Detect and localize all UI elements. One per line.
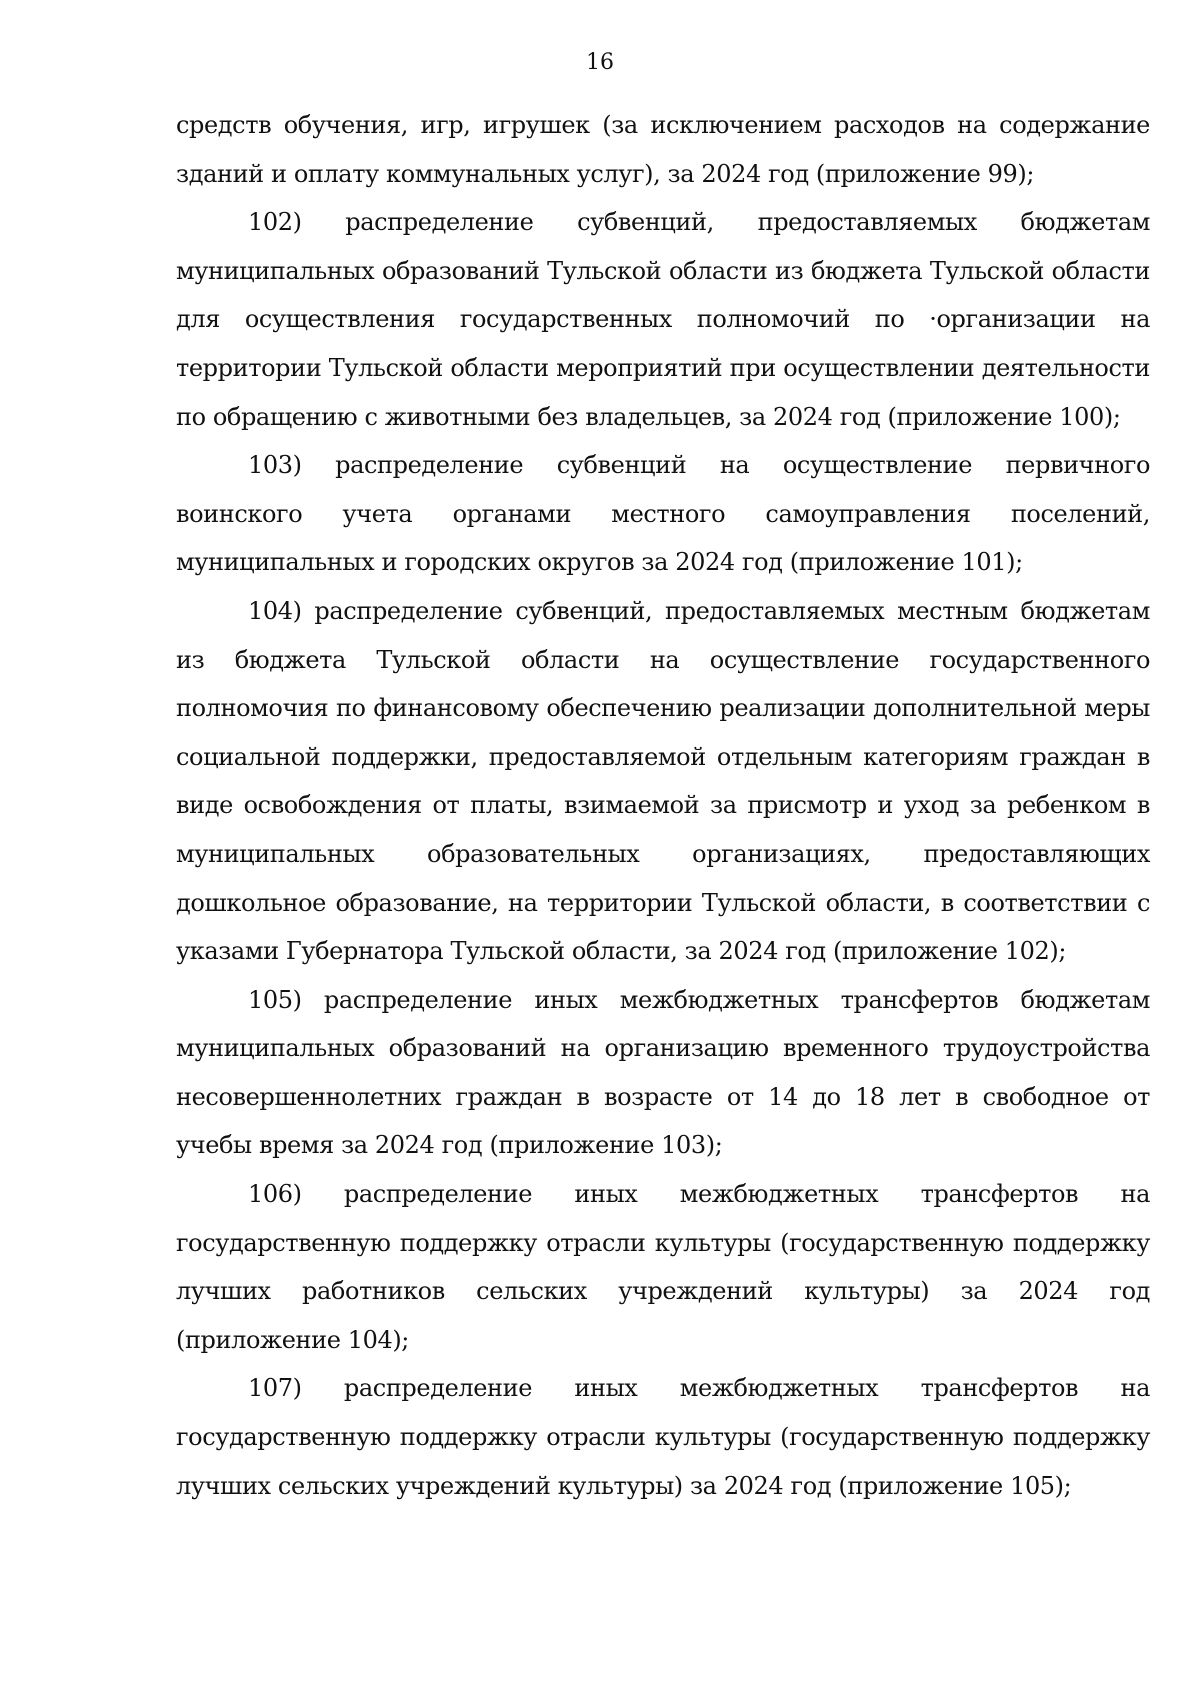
paragraph-item-105: 105) распределение иных межбюджетных трансфертов бюджетам муниципальных образований на организацию временного трудоустройства несовершеннолетних граждан в возрасте от 14 до 18 лет в свободное от учебы время за 2024 год (приложение 103); xyxy=(176,985,1150,1160)
paragraph-item-104: 104) распределение субвенций, предоставляемых местным бюджетам из бюджета Тульской области на осуществление государственного полномочия по финансовому обеспечению реализации дополнительной меры социальной поддержки, предоставляемой отдельным категориям граждан в виде освобождения от платы, взимаемой за присмотр и уход за ребенком в муниципальных образовательных организациях, предоставляющих дошкольное образование, на территории Тульской области, в соответствии с указами Губернатора Тульской области, за 2024 год (приложение 102); xyxy=(176,596,1150,966)
paragraph-item-102: 102) распределение субвенций, предоставляемых бюджетам муниципальных образований Тульской области из бюджета Тульской области для осуществления государственных полномочий по ·организации на территории Тульской области мероприятий при осуществлении деятельности по обращению с животными без владельцев, за 2024 год (приложение 100); xyxy=(176,208,1150,431)
paragraph-continuation: средств обучения, игр, игрушек (за исключением расходов на содержание зданий и оплату коммунальных услуг), за 2024 год (приложение 99); xyxy=(176,111,1150,188)
paragraph-item-106: 106) распределение иных межбюджетных трансфертов на государственную поддержку отрасли культуры (государственную поддержку лучших работников сельских учреждений культуры) за 2024 год (приложение 104); xyxy=(176,1180,1150,1354)
paragraph-item-107: 107) распределение иных межбюджетных трансфертов на государственную поддержку отрасли культуры (государственную поддержку лучших сельских учреждений культуры) за 2024 год (приложение 105); xyxy=(176,1374,1150,1500)
document-body xyxy=(176,101,1150,1510)
page-number: 16 xyxy=(586,50,614,75)
paragraph-item-103: 103) распределение субвенций на осуществление первичного воинского учета органами местного самоуправления поселений, муниципальных и городских округов за 2024 год (приложение 101); xyxy=(176,451,1150,577)
